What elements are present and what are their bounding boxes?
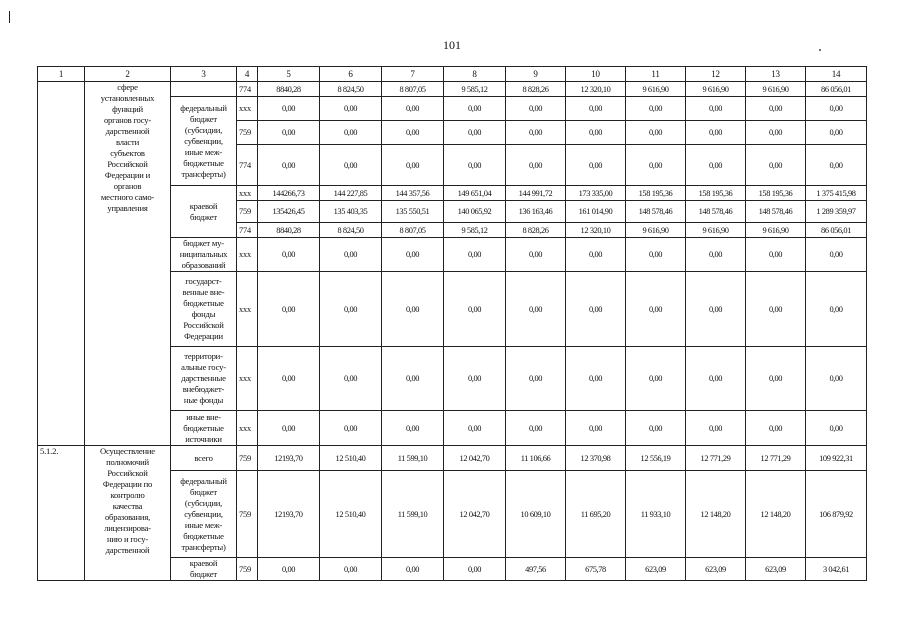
budget-code: 759 [237,121,258,145]
amount-cell: 0,00 [444,272,506,347]
amount-cell: 12193,70 [258,471,320,558]
budget-code: xxx [237,186,258,201]
amount-cell: 9 616,90 [626,82,686,97]
amount-cell: 8 824,50 [320,82,382,97]
amount-cell: 11 933,10 [626,471,686,558]
funding-source: федеральный бюджет (субсидии, субвенции, иные меж- бюджетные трансферты) [171,471,237,558]
col-header: 4 [237,67,258,82]
col-header: 14 [806,67,867,82]
measure-description: сфере установленных функций органов госу- дарственной власти субъектов Российской Федерации и органов местного само- управления [85,82,171,446]
measure-description: Осуществление полномочий Российской Федерации по контролю качества образования, лицензирова- нию и госу- дарственной [85,446,171,581]
amount-cell: 144 357,56 [382,186,444,201]
table-row [38,82,867,97]
amount-cell: 12 771,29 [746,446,806,471]
amount-cell: 0,00 [444,121,506,145]
budget-code: xxx [237,97,258,121]
amount-cell: 0,00 [806,411,867,446]
amount-cell: 0,00 [686,121,746,145]
amount-cell: 0,00 [320,558,382,581]
amount-cell: 0,00 [746,411,806,446]
amount-cell: 0,00 [444,145,506,186]
budget-code: 774 [237,82,258,97]
amount-cell: 11 599,10 [382,446,444,471]
amount-cell: 0,00 [320,97,382,121]
amount-cell: 0,00 [506,238,566,272]
amount-cell: 675,78 [566,558,626,581]
amount-cell: 0,00 [320,411,382,446]
col-header: 13 [746,67,806,82]
amount-cell: 0,00 [566,145,626,186]
amount-cell: 0,00 [626,145,686,186]
amount-cell: 109 922,31 [806,446,867,471]
page-number: 101 [443,38,461,52]
amount-cell: 0,00 [320,121,382,145]
amount-cell: 12 042,70 [444,446,506,471]
amount-cell: 0,00 [806,272,867,347]
amount-cell: 0,00 [746,97,806,121]
amount-cell: 9 585,12 [444,223,506,238]
amount-cell: 0,00 [746,272,806,347]
amount-cell: 0,00 [746,145,806,186]
amount-cell: 0,00 [258,272,320,347]
budget-code: 759 [237,201,258,223]
amount-cell: 0,00 [806,97,867,121]
amount-cell: 12 510,40 [320,446,382,471]
amount-cell: 0,00 [258,145,320,186]
amount-cell: 0,00 [626,97,686,121]
amount-cell: 144 991,72 [506,186,566,201]
amount-cell: 0,00 [746,121,806,145]
budget-table [37,66,867,581]
amount-cell: 0,00 [382,347,444,411]
amount-cell: 106 879,92 [806,471,867,558]
amount-cell: 173 335,00 [566,186,626,201]
amount-cell: 0,00 [444,411,506,446]
amount-cell: 1 289 359,97 [806,201,867,223]
amount-cell: 161 014,90 [566,201,626,223]
amount-cell: 0,00 [686,272,746,347]
col-header: 12 [686,67,746,82]
amount-cell: 623,09 [626,558,686,581]
row-number-cell [38,82,85,446]
amount-cell: 0,00 [626,238,686,272]
header-row [38,67,867,82]
amount-cell: 0,00 [320,145,382,186]
amount-cell: 0,00 [686,145,746,186]
amount-cell: 8840,28 [258,82,320,97]
amount-cell: 9 585,12 [444,82,506,97]
col-header: 3 [171,67,237,82]
amount-cell: 0,00 [566,238,626,272]
amount-cell: 158 195,36 [686,186,746,201]
table-body [38,67,867,581]
amount-cell: 0,00 [320,238,382,272]
amount-cell: 12193,70 [258,446,320,471]
amount-cell: 0,00 [686,347,746,411]
amount-cell: 12 148,20 [686,471,746,558]
amount-cell: 148 578,46 [746,201,806,223]
amount-cell: 0,00 [382,238,444,272]
funding-source: территори- альные госу- дарственные внебюджет- ные фонды [171,347,237,411]
amount-cell: 12 320,10 [566,223,626,238]
amount-cell: 9 616,90 [746,223,806,238]
amount-cell: 0,00 [382,558,444,581]
amount-cell: 0,00 [506,347,566,411]
amount-cell: 0,00 [806,121,867,145]
amount-cell: 0,00 [686,411,746,446]
amount-cell: 136 163,46 [506,201,566,223]
speck [819,49,821,51]
amount-cell: 144 227,85 [320,186,382,201]
amount-cell: 11 599,10 [382,471,444,558]
budget-code: 774 [237,145,258,186]
budget-code: xxx [237,411,258,446]
amount-cell: 12 556,19 [626,446,686,471]
table-row [38,446,867,471]
amount-cell: 135426,45 [258,201,320,223]
amount-cell: 1 375 415,98 [806,186,867,201]
amount-cell: 140 065,92 [444,201,506,223]
amount-cell: 0,00 [746,238,806,272]
col-header: 2 [85,67,171,82]
amount-cell: 0,00 [626,347,686,411]
col-header: 8 [444,67,506,82]
amount-cell: 9 616,90 [746,82,806,97]
amount-cell: 0,00 [806,347,867,411]
amount-cell: 0,00 [506,121,566,145]
amount-cell: 11 106,66 [506,446,566,471]
amount-cell: 497,56 [506,558,566,581]
amount-cell: 135 550,51 [382,201,444,223]
funding-source: бюджет му- ниципальных образований [171,238,237,272]
col-header: 11 [626,67,686,82]
amount-cell: 12 148,20 [746,471,806,558]
funding-source: иные вне- бюджетные источники [171,411,237,446]
budget-code: xxx [237,347,258,411]
amount-cell: 8840,28 [258,223,320,238]
budget-code: 774 [237,223,258,238]
amount-cell: 0,00 [566,411,626,446]
amount-cell: 0,00 [444,347,506,411]
budget-code: 759 [237,471,258,558]
amount-cell: 0,00 [626,411,686,446]
funding-source: краевой бюджет [171,558,237,581]
funding-source: всего [171,446,237,471]
amount-cell: 0,00 [806,238,867,272]
col-header: 1 [38,67,85,82]
amount-cell: 0,00 [258,411,320,446]
amount-cell: 12 320,10 [566,82,626,97]
col-header: 6 [320,67,382,82]
amount-cell: 148 578,46 [686,201,746,223]
amount-cell: 0,00 [320,272,382,347]
amount-cell: 0,00 [506,97,566,121]
amount-cell: 8 807,05 [382,82,444,97]
amount-cell: 623,09 [746,558,806,581]
amount-cell: 158 195,36 [746,186,806,201]
col-header: 10 [566,67,626,82]
amount-cell: 0,00 [566,347,626,411]
amount-cell: 9 616,90 [686,82,746,97]
budget-code: 759 [237,446,258,471]
col-header: 7 [382,67,444,82]
amount-cell: 0,00 [506,411,566,446]
amount-cell: 158 195,36 [626,186,686,201]
amount-cell: 12 370,98 [566,446,626,471]
budget-code: xxx [237,272,258,347]
amount-cell: 0,00 [626,272,686,347]
amount-cell: 0,00 [686,238,746,272]
amount-cell: 11 695,20 [566,471,626,558]
amount-cell: 623,09 [686,558,746,581]
amount-cell: 86 056,01 [806,82,867,97]
col-header: 5 [258,67,320,82]
amount-cell: 8 824,50 [320,223,382,238]
amount-cell: 12 042,70 [444,471,506,558]
funding-source: краевой бюджет [171,186,237,238]
budget-code: 759 [237,558,258,581]
amount-cell: 0,00 [746,347,806,411]
amount-cell: 0,00 [506,145,566,186]
amount-cell: 144266,73 [258,186,320,201]
amount-cell: 0,00 [382,145,444,186]
amount-cell: 10 609,10 [506,471,566,558]
amount-cell: 0,00 [806,145,867,186]
amount-cell: 0,00 [444,238,506,272]
funding-source: государст- венные вне- бюджетные фонды Российской Федерации [171,272,237,347]
amount-cell: 0,00 [382,272,444,347]
row-number-cell: 5.1.2. [38,446,85,581]
amount-cell: 148 578,46 [626,201,686,223]
amount-cell: 0,00 [444,558,506,581]
amount-cell: 3 042,61 [806,558,867,581]
amount-cell: 149 651,04 [444,186,506,201]
amount-cell: 0,00 [566,272,626,347]
amount-cell: 8 828,26 [506,82,566,97]
col-header: 9 [506,67,566,82]
margin-mark [9,11,10,23]
budget-code: xxx [237,238,258,272]
amount-cell: 0,00 [626,121,686,145]
amount-cell: 0,00 [566,121,626,145]
amount-cell: 135 403,35 [320,201,382,223]
amount-cell: 9 616,90 [626,223,686,238]
amount-cell: 86 056,01 [806,223,867,238]
amount-cell: 0,00 [382,411,444,446]
amount-cell: 0,00 [506,272,566,347]
amount-cell: 0,00 [258,238,320,272]
amount-cell: 8 807,05 [382,223,444,238]
amount-cell: 0,00 [320,347,382,411]
amount-cell: 12 771,29 [686,446,746,471]
amount-cell: 0,00 [382,97,444,121]
amount-cell: 0,00 [258,97,320,121]
funding-source [171,82,237,97]
amount-cell: 9 616,90 [686,223,746,238]
amount-cell: 0,00 [258,121,320,145]
funding-source: федеральный бюджет (субсидии, субвенции, иные меж- бюджетные трансферты) [171,97,237,186]
amount-cell: 12 510,40 [320,471,382,558]
amount-cell: 0,00 [444,97,506,121]
amount-cell: 0,00 [686,97,746,121]
amount-cell: 8 828,26 [506,223,566,238]
amount-cell: 0,00 [258,347,320,411]
amount-cell: 0,00 [566,97,626,121]
amount-cell: 0,00 [258,558,320,581]
amount-cell: 0,00 [382,121,444,145]
